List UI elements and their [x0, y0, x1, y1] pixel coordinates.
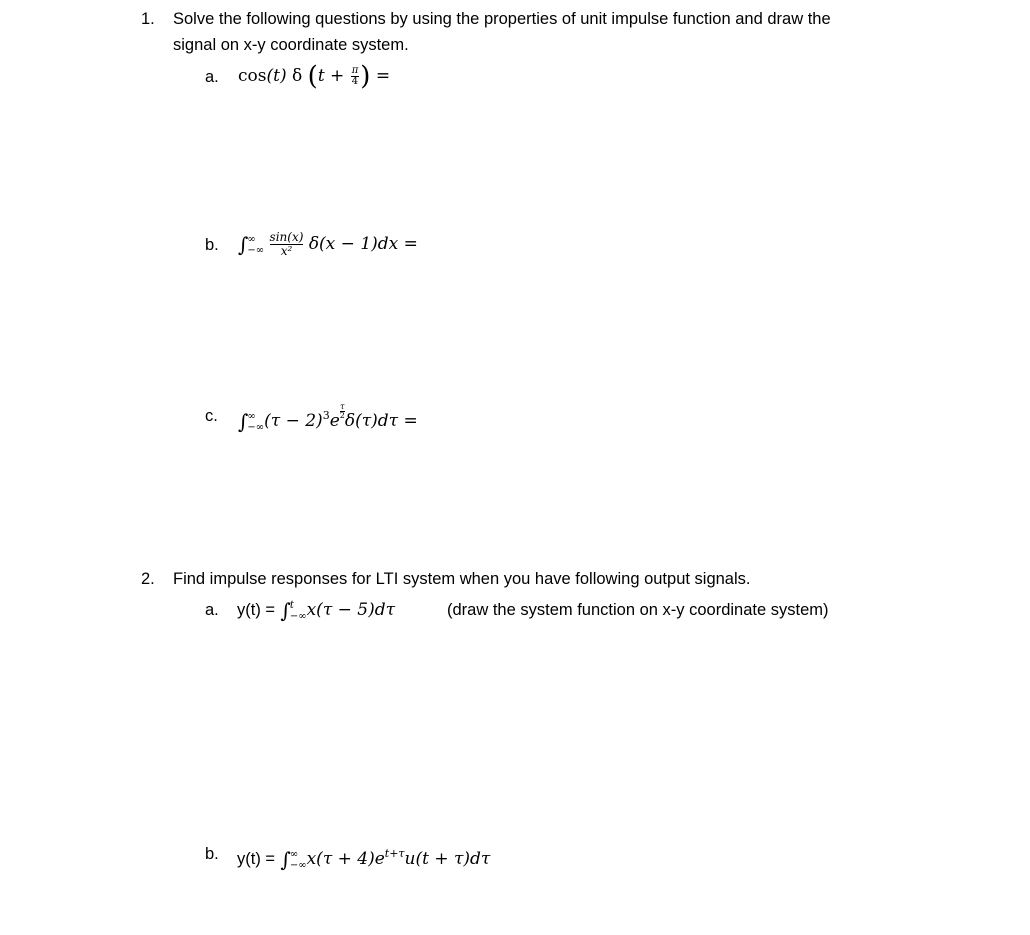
q1c-rest: δ(τ)dτ =: [344, 411, 418, 431]
q1c-label: c.: [205, 407, 218, 425]
q1c-cube: 3: [322, 409, 330, 422]
q2-text-line1: Find impulse responses for LTI system when you have following output signals.: [173, 570, 751, 588]
q1b-upper-limit: ∞: [247, 233, 256, 245]
q1b-limits: [247, 234, 264, 256]
q2-number: 2.: [141, 570, 155, 588]
q1c-formula: [238, 398, 418, 434]
q1a-t-plus: t +: [317, 66, 345, 86]
q1c-upper-limit: ∞: [247, 410, 256, 422]
q1a-label: a.: [205, 68, 219, 86]
q2b-lhs: y(t) =: [237, 850, 276, 868]
q2a-formula: [237, 592, 395, 628]
q1a-t-paren: (t): [266, 66, 287, 86]
q1c-e: e: [329, 411, 340, 431]
q2a-integrand: x(τ − 5)dτ: [306, 600, 396, 620]
q2a-label: a.: [205, 601, 219, 619]
q1b-formula: [238, 226, 418, 262]
q2a-lower-limit: −∞: [289, 610, 307, 622]
q2b-limits: [290, 849, 307, 871]
q1c-part1: (τ − 2): [264, 411, 323, 431]
q1c-exp-den: 2: [339, 411, 345, 420]
q1b-integral-sign: ∫: [238, 232, 249, 257]
q1a-formula: cos(t) δ (t + $\frac{\pi}{4}$ ) =: [238, 61, 391, 92]
q2b-lower-limit: −∞: [289, 859, 307, 871]
q1a-delta: δ: [292, 66, 303, 86]
q1-number: 1.: [141, 10, 155, 28]
q2b-rest: u(t + τ)dτ: [404, 849, 491, 869]
q1c-lower-limit: −∞: [247, 421, 265, 433]
q2a-lhs: y(t) =: [237, 601, 276, 619]
q1-text-line1: Solve the following questions by using the properties of unit impulse function and draw the: [173, 10, 831, 28]
q2a-upper-limit: t: [289, 599, 294, 611]
q1c-exp-num: τ: [340, 402, 345, 411]
q1-text-line2: signal on x-y coordinate system.: [173, 36, 409, 54]
q2a-integral-sign: ∫: [280, 598, 291, 623]
q1a-pi: π: [351, 65, 359, 76]
q2b-label: b.: [205, 845, 219, 863]
q2b-part1: x(τ + 4)e: [306, 849, 385, 869]
q1b-fraction: [270, 231, 304, 258]
q1a-equals: =: [375, 66, 391, 86]
q2b-formula: [237, 836, 490, 872]
q2a-limits: [290, 600, 307, 622]
q1b-label: b.: [205, 236, 219, 254]
q2b-upper-limit: ∞: [289, 848, 299, 860]
q2a-note: (draw the system function on x-y coordinate system): [447, 601, 829, 619]
q1b-rest: δ(x − 1)dx =: [308, 234, 418, 254]
q2b-integral-sign: ∫: [280, 847, 291, 872]
q1b-denominator: x²: [280, 244, 293, 258]
q1c-integral-sign: ∫: [238, 409, 249, 434]
q1b-numerator: sin(x): [269, 230, 304, 244]
q1a-pi-over-4: [351, 66, 360, 87]
q1b-lower-limit: −∞: [247, 244, 265, 256]
q1a-cos: cos: [238, 66, 267, 86]
q1c-limits: [247, 411, 264, 433]
q2b-exponent: t+τ: [384, 847, 405, 860]
q1a-four: 4: [351, 76, 359, 87]
